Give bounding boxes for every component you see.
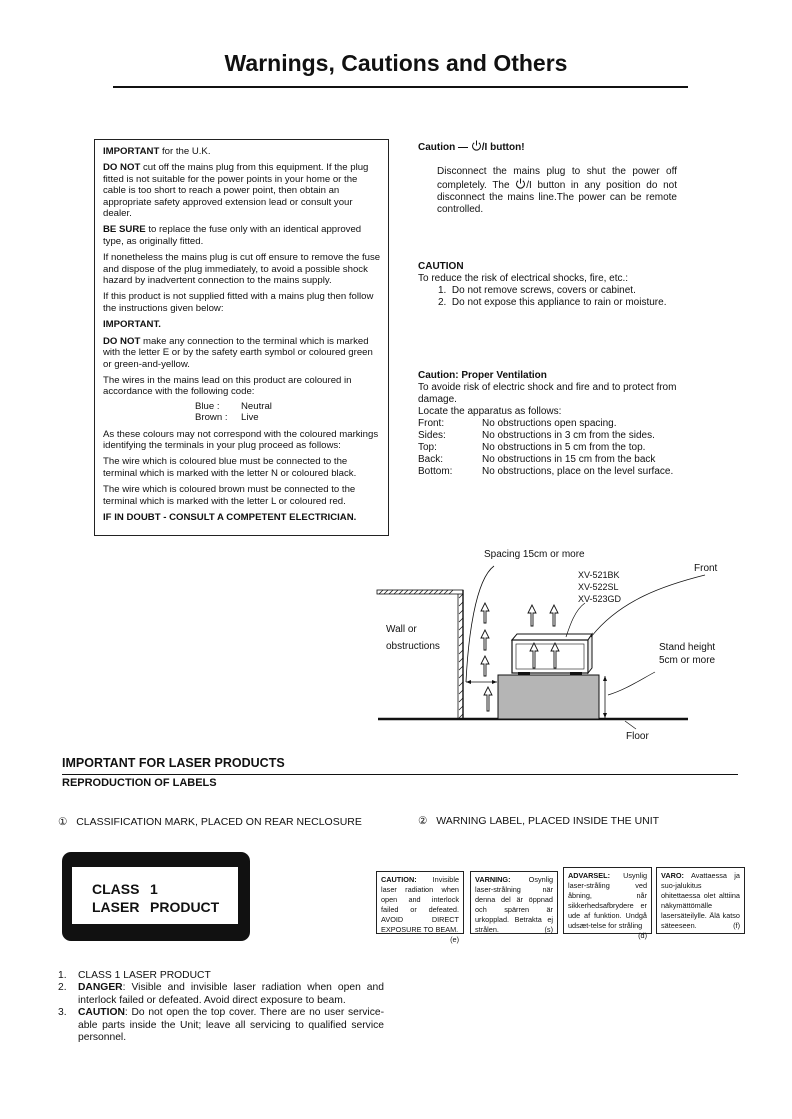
wire-brown-label: Brown : (195, 412, 228, 424)
classification-mark-caption: ① CLASSIFICATION MARK, PLACED ON REAR NECLOSURE (58, 816, 362, 828)
laser-heading: IMPORTANT FOR LASER PRODUCTS (62, 756, 285, 770)
vent-label: Top: (418, 442, 437, 453)
warning-label-finnish: VARO: Avattaessa ja suo-jalukitus ohitettaessa olet alttiina näkymättömälle lasersäteilylle. Älä katso säteeseen. (f) (656, 867, 745, 934)
caution-section (418, 261, 718, 309)
vent-label: Front: (418, 418, 445, 429)
warning-label-swedish: VARNING: Osynlig laser-strålning när denna del är öppnad och spärren är urkopplad. Betrakta ej strålen. (s) (470, 871, 558, 934)
uk-p10: The wire which is coloured blue must be connected to the terminal which is marked with the letter N or coloured black. (103, 456, 357, 479)
model-name: XV-522SL (578, 582, 619, 592)
front-label: Front (694, 563, 718, 574)
wire-blue-value: Neutral (241, 400, 272, 412)
title-rule (113, 86, 688, 88)
labels-subheading: REPRODUCTION OF LABELS (62, 777, 217, 789)
uk-p12: IF IN DOUBT - CONSULT A COMPETENT ELECTRICIAN. (103, 511, 357, 523)
uk-p5: If this product is not supplied fitted with a mains plug then follow the instructions given below: (103, 291, 374, 314)
laser-heading-rule (62, 774, 738, 775)
page-title: Warnings, Cautions and Others (224, 50, 568, 76)
stand-height-label: Stand height 5cm or more (659, 642, 716, 666)
uk-p11: The wire which is coloured brown must be connected to the terminal which is marked with the letter L or coloured red. (103, 484, 356, 507)
uk-p4: If nonetheless the mains plug is cut off ensure to remove the fuse and dispose of the plug immediately, to avoid a possible shock hazard by inadvertent connection to the mains supply. (103, 252, 381, 287)
arrow-up-icon (528, 605, 536, 626)
model-list (578, 569, 621, 605)
caution-button-heading: Caution — /I button! (418, 142, 525, 153)
vent-text: No obstructions open spacing. (482, 418, 617, 429)
ventilation-section (418, 370, 718, 478)
wire-brown-value: Live (241, 412, 259, 424)
arrow-up-icon (550, 605, 558, 626)
uk-p2: DO NOT cut off the mains plug from this equipment. If the plug fitted is not suitable for the power points in your home or the cable is too short to reach a power point, then obtain an appropriate safety approved extension lead or consult your dealer. (103, 162, 369, 220)
uk-p9: As these colours may not correspond with the coloured markings identifying the terminals in your plug proceed as follows: (103, 428, 379, 451)
caution-button-section (418, 140, 693, 216)
caution-intro: To reduce the risk of electrical shocks, fire, etc.: (418, 273, 629, 284)
arrow-up-icon (481, 630, 489, 650)
power-standby-icon (515, 178, 526, 189)
vent-text: No obstructions in 3 cm from the sides. (482, 430, 655, 441)
laser-note: 3. CAUTION: Do not open the top cover. There are no user service-able parts inside the Unit; leave all servicing to qualified service personnel. (58, 1007, 384, 1044)
warning-label-caption: ② WARNING LABEL, PLACED INSIDE THE UNIT (418, 815, 660, 827)
ventilation-table (418, 418, 718, 478)
model-name: XV-523GD (578, 594, 622, 604)
caution-item: 1. Do not remove screws, covers or cabinet. (438, 285, 636, 296)
warning-label-english: CAUTION: Invisible laser radiation when open and interlock failed or defeated. AVOID DIRECT EXPOSURE TO BEAM. (e) (376, 871, 464, 934)
uk-p8: The wires in the mains lead on this product are coloured in accordance with the following code: (103, 374, 352, 398)
dvd-player-unit (512, 634, 592, 675)
laser-notes (58, 970, 384, 1044)
vent-text: No obstructions in 5 cm from the top. (482, 442, 646, 453)
wire-blue-label: Blue : (195, 400, 220, 412)
caution-list (438, 285, 718, 309)
vent-text: No obstructions, place on the level surface. (482, 466, 674, 477)
uk-p1: IMPORTANT for the U.K. (103, 146, 211, 157)
product-word: PRODUCT (150, 899, 220, 915)
vent-label: Back: (418, 454, 444, 465)
warning-label-danish: ADVARSEL: Usynlig laser-stråling ved åbning, når sikkerhedsafbrydere er ude af funktion. Undgå udsæt-telse for stråling (d) (563, 867, 652, 934)
laser-note: 1. CLASS 1 LASER PRODUCT (58, 970, 211, 981)
wire-code-table (195, 401, 381, 424)
class-number: 1 (150, 881, 158, 897)
ventilation-locate: Locate the apparatus as follows: (418, 406, 562, 417)
spacing-label: Spacing 15cm or more (484, 549, 585, 560)
ventilation-heading: Caution: Proper Ventilation (418, 370, 547, 381)
floor-label: Floor (626, 731, 649, 742)
uk-p7: DO NOT make any connection to the terminal which is marked with the letter E or by the safety earth symbol or coloured green or green-and-yellow. (103, 335, 373, 370)
ventilation-intro: To avoide risk of electric shock and fire and to protect from damage. (418, 382, 677, 405)
arrow-up-icon (481, 656, 489, 676)
laser-word: LASER (92, 899, 140, 915)
laser-note: 2. DANGER: Visible and invisible laser radiation when open and interlock failed or defeated. Avoid direct exposure to beam. (58, 982, 384, 1006)
circled-two-icon: ② (418, 815, 428, 827)
caution-button-body: Disconnect the mains plug to shut the power off completely. The /I button in any position do not disconnect the mains line.The power can be remote controlled. (437, 166, 677, 215)
wall-label: Wall or obstructions (386, 624, 440, 652)
uk-p6: IMPORTANT. (103, 319, 161, 331)
arrow-up-icon (484, 687, 492, 711)
class-word: CLASS (92, 881, 140, 897)
caution-item: 2. Do not expose this appliance to rain or moisture. (438, 297, 667, 308)
stand (498, 675, 599, 719)
power-standby-icon (471, 140, 482, 151)
vent-label: Bottom: (418, 466, 453, 477)
arrow-up-icon (481, 603, 489, 623)
vent-text: No obstructions in 15 cm from the back (482, 454, 656, 465)
model-name: XV-521BK (578, 570, 620, 580)
uk-p3: BE SURE to replace the fuse only with an identical approved type, as originally fitted. (103, 224, 362, 247)
circled-one-icon: ① (58, 816, 68, 828)
uk-important-box (94, 139, 389, 536)
caution-heading: CAUTION (418, 261, 464, 272)
vent-label: Sides: (418, 430, 446, 441)
spacing-leader-line (466, 566, 494, 682)
